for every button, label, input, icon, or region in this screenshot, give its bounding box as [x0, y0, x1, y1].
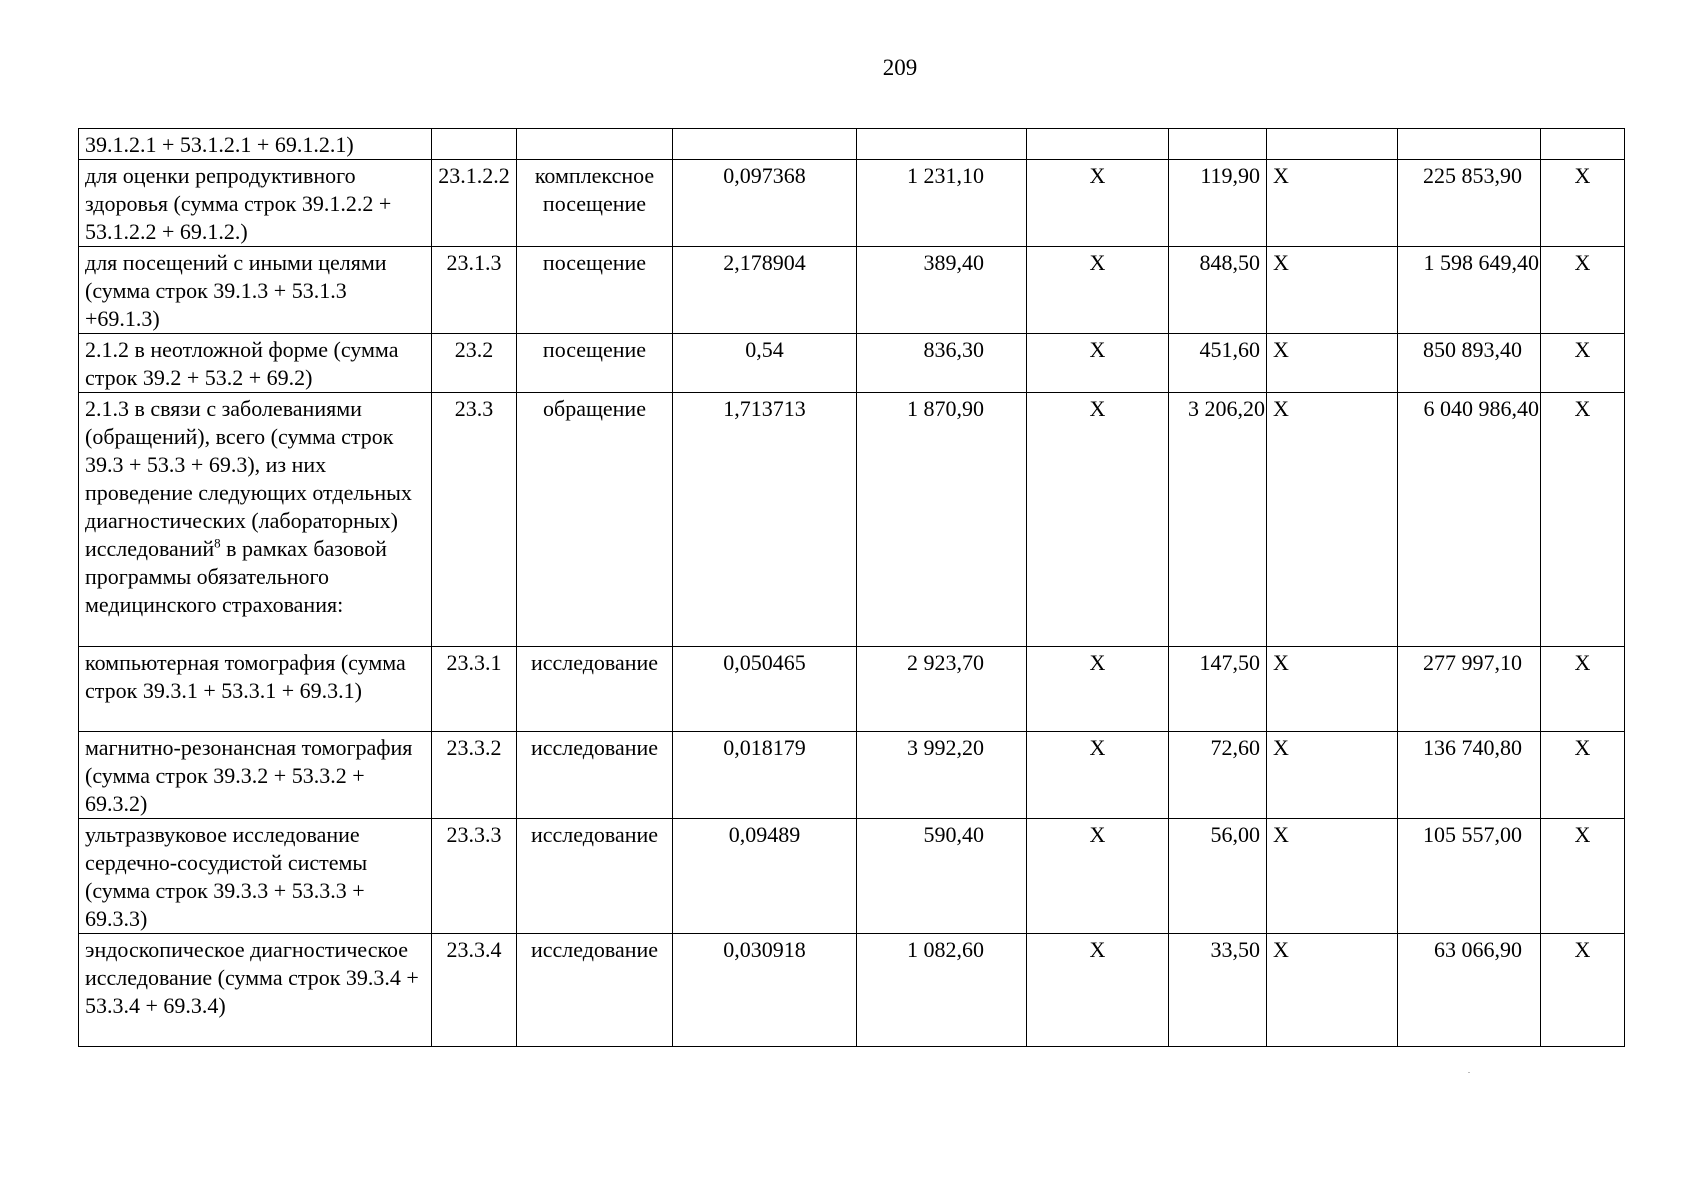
table-row — [79, 647, 1625, 732]
row-value3: 63 066,90 — [1398, 934, 1541, 1047]
row-label: эндоскопическое диагностическое исследование (сумма строк 39.3.4 + 53.3.4 + 69.3.4) — [79, 934, 432, 1047]
row-value3: 136 740,80 — [1398, 732, 1541, 819]
row-x1: X — [1027, 247, 1169, 334]
row-value3: 105 557,00 — [1398, 819, 1541, 934]
row-value2: 451,60 — [1169, 334, 1267, 393]
row-code: 23.3 — [432, 393, 517, 647]
row-value2: 147,50 — [1169, 647, 1267, 732]
row-unit: исследование — [517, 732, 673, 819]
row-label: компьютерная томография (сумма строк 39.3.1 + 53.3.1 + 69.3.1) — [79, 647, 432, 732]
row-x1 — [1027, 129, 1169, 160]
row-value2: 3 206,20 — [1169, 393, 1267, 647]
row-value3: 277 997,10 — [1398, 647, 1541, 732]
row-value2: 33,50 — [1169, 934, 1267, 1047]
row-x2: X — [1267, 393, 1398, 647]
row-x2: X — [1267, 247, 1398, 334]
row-cost: 590,40 — [857, 819, 1027, 934]
row-x2: X — [1267, 732, 1398, 819]
table-row — [79, 129, 1625, 160]
row-volume: 0,050465 — [673, 647, 857, 732]
row-x3: X — [1541, 819, 1625, 934]
row-unit: исследование — [517, 647, 673, 732]
table-row — [79, 819, 1625, 934]
row-label: для посещений с иными целями (сумма строк 39.1.3 + 53.1.3 +69.1.3) — [79, 247, 432, 334]
page-number: 209 — [882, 55, 918, 80]
row-code: 23.3.2 — [432, 732, 517, 819]
row-value3 — [1398, 129, 1541, 160]
row-unit: комплексное посещение — [517, 160, 673, 247]
row-cost: 3 992,20 — [857, 732, 1027, 819]
row-cost: 1 082,60 — [857, 934, 1027, 1047]
table-row — [79, 393, 1625, 647]
row-x2: X — [1267, 647, 1398, 732]
footnote-marker: 8 — [214, 535, 221, 551]
row-label: для оценки репродуктивного здоровья (сумма строк 39.1.2.2 + 53.1.2.2 + 69.1.2.) — [79, 160, 432, 247]
row-value2: 119,90 — [1169, 160, 1267, 247]
row-value2: 848,50 — [1169, 247, 1267, 334]
table-row — [79, 247, 1625, 334]
row-unit: посещение — [517, 247, 673, 334]
row-unit: исследование — [517, 819, 673, 934]
table-row — [79, 732, 1625, 819]
row-value2 — [1169, 129, 1267, 160]
row-x3 — [1541, 129, 1625, 160]
row-x3: X — [1541, 334, 1625, 393]
row-label: ультразвуковое исследование сердечно-сосудистой системы (сумма строк 39.3.3 + 53.3.3 + 69.3.3) — [79, 819, 432, 934]
row-value2: 56,00 — [1169, 819, 1267, 934]
row-x2 — [1267, 129, 1398, 160]
row-x3: X — [1541, 732, 1625, 819]
row-cost: 1 870,90 — [857, 393, 1027, 647]
row-unit: посещение — [517, 334, 673, 393]
row-volume: 2,178904 — [673, 247, 857, 334]
row-cost — [857, 129, 1027, 160]
row-code — [432, 129, 517, 160]
row-unit: обращение — [517, 393, 673, 647]
row-x3: X — [1541, 393, 1625, 647]
row-x1: X — [1027, 393, 1169, 647]
row-x1: X — [1027, 334, 1169, 393]
row-x1: X — [1027, 819, 1169, 934]
row-x3: X — [1541, 647, 1625, 732]
financing-table — [78, 128, 1625, 1047]
row-cost: 2 923,70 — [857, 647, 1027, 732]
table-row — [79, 160, 1625, 247]
row-label-text-continued: в рамках базовой программы обязательного медицинского страхования: — [85, 536, 387, 617]
row-code: 23.1.2.2 — [432, 160, 517, 247]
row-label: 2.1.2 в неотложной форме (сумма строк 39.2 + 53.2 + 69.2) — [79, 334, 432, 393]
row-x1: X — [1027, 647, 1169, 732]
row-value3: 1 598 649,40 — [1398, 247, 1541, 334]
row-volume: 0,030918 — [673, 934, 857, 1047]
row-label: магнитно-резонансная томография (сумма строк 39.3.2 + 53.3.2 + 69.3.2) — [79, 732, 432, 819]
row-label: 39.1.2.1 + 53.1.2.1 + 69.1.2.1) — [79, 129, 432, 160]
row-x2: X — [1267, 819, 1398, 934]
row-volume: 0,018179 — [673, 732, 857, 819]
table-row — [79, 334, 1625, 393]
row-value3: 6 040 986,40 — [1398, 393, 1541, 647]
row-volume: 0,54 — [673, 334, 857, 393]
scan-speck — [1468, 1072, 1470, 1073]
row-volume — [673, 129, 857, 160]
row-cost: 836,30 — [857, 334, 1027, 393]
row-code: 23.3.1 — [432, 647, 517, 732]
row-code: 23.1.3 — [432, 247, 517, 334]
row-cost: 389,40 — [857, 247, 1027, 334]
row-code: 23.3.4 — [432, 934, 517, 1047]
row-unit — [517, 129, 673, 160]
row-label-text: 2.1.3 в связи с заболеваниями (обращений), всего (сумма строк 39.3 + 53.3 + 69.3), из них проведение следующих отдельных диагностических (лабораторных) исследований — [85, 396, 412, 561]
row-x3: X — [1541, 160, 1625, 247]
row-x1: X — [1027, 732, 1169, 819]
row-unit: исследование — [517, 934, 673, 1047]
row-volume: 0,09489 — [673, 819, 857, 934]
row-x1: X — [1027, 934, 1169, 1047]
row-x3: X — [1541, 934, 1625, 1047]
row-value3: 225 853,90 — [1398, 160, 1541, 247]
row-cost: 1 231,10 — [857, 160, 1027, 247]
row-code: 23.2 — [432, 334, 517, 393]
row-code: 23.3.3 — [432, 819, 517, 934]
row-x1: X — [1027, 160, 1169, 247]
row-volume: 0,097368 — [673, 160, 857, 247]
row-value2: 72,60 — [1169, 732, 1267, 819]
row-x2: X — [1267, 934, 1398, 1047]
row-value3: 850 893,40 — [1398, 334, 1541, 393]
row-x3: X — [1541, 247, 1625, 334]
row-volume: 1,713713 — [673, 393, 857, 647]
row-x2: X — [1267, 334, 1398, 393]
row-x2: X — [1267, 160, 1398, 247]
table-row — [79, 934, 1625, 1047]
row-label — [79, 393, 432, 647]
